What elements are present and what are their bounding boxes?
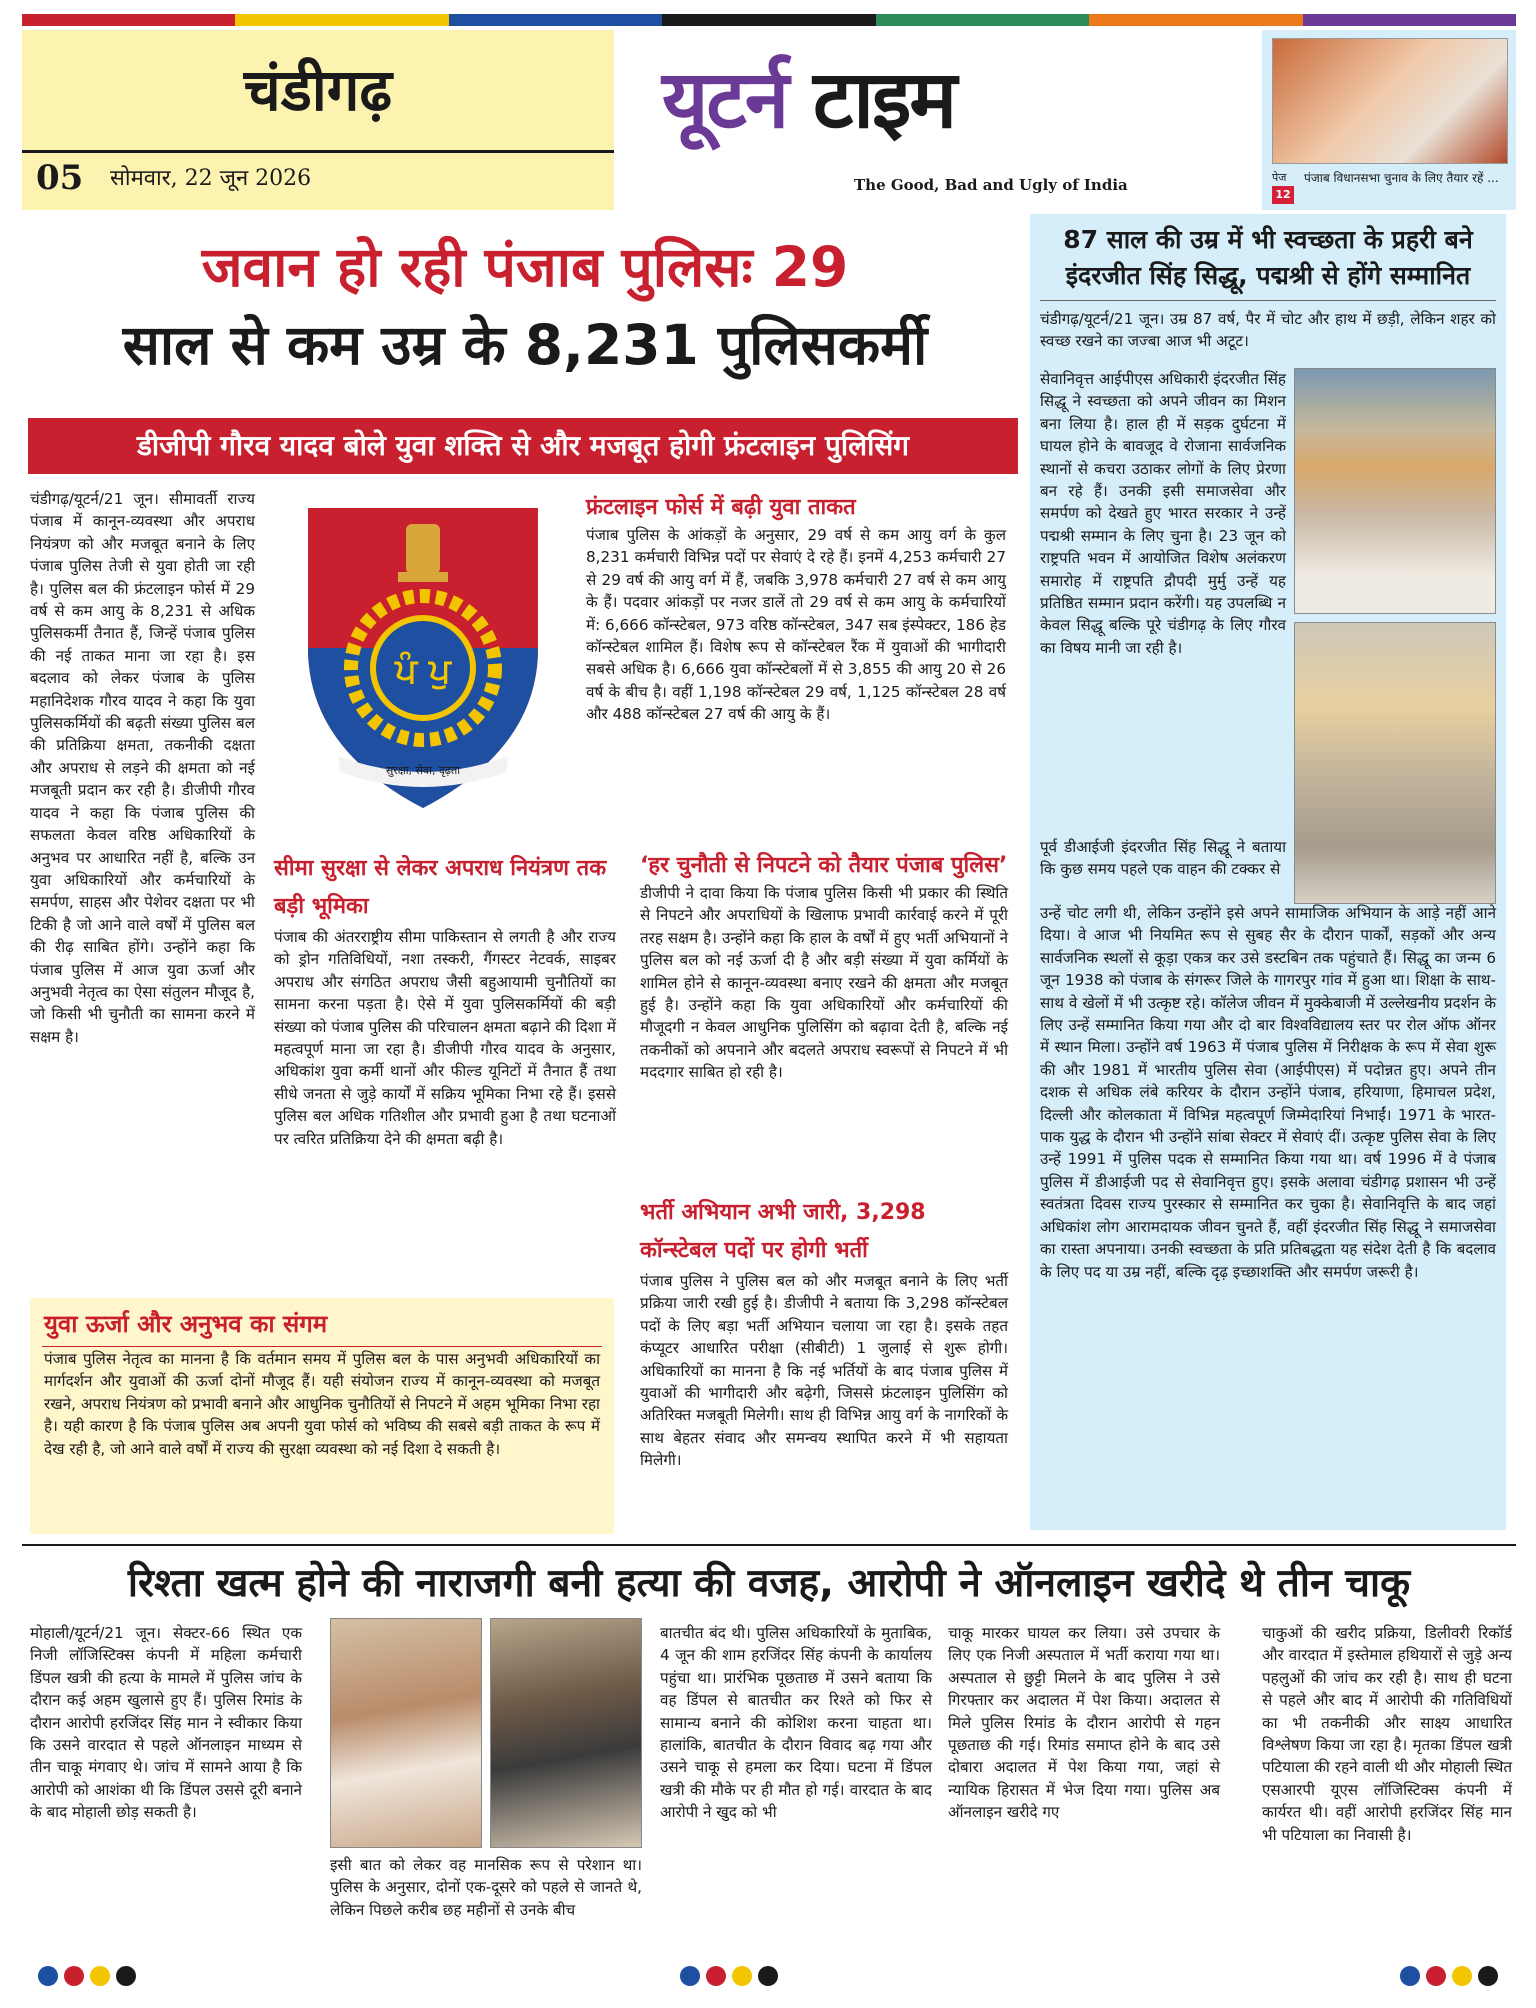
border-security-heading: सीमा सुरक्षा से लेकर अपराध नियंत्रण तक बड़ी भूमिका [274,856,607,919]
youth-energy-rule [42,1346,602,1347]
hiring-heading: भर्ती अभियान अभी जारी, 3,298 कॉन्स्टेबल पदों पर होगी भर्ती [640,1200,926,1263]
bottom-story-col-1: मोहाली/यूटर्न/21 जून। सेक्टर-66 स्थित एक निजी लॉजिस्टिक्स कंपनी में महिला कर्मचारी डिंपल खत्री की हत्या के मामले में पुलिस जांच के दौरान कई अहम खुलासे हुए हैं। पुलिस रिमांड के दौरान आरोपी हरजिंदर सिंह मान ने स्वीकार किया कि उसने वारदात से पहले ऑनलाइन माध्यम से तीन चाकू मंगवाए थे। जांच में सामने आया है कि आरोपी को आशंका थी कि डिंपल उससे दूरी बनाने के बाद मोहाली छोड़ सकती है। [30,1624,302,1822]
logo-part-1: यूटर्न [662,53,788,146]
bottom-story-rule [22,1544,1516,1546]
youth-energy-heading: युवा ऊर्जा और अनुभव का संगम [44,1310,328,1338]
page-number: 05 [36,158,84,198]
sidebar-intro: चंडीगढ़/यूटर्न/21 जून। उम्र 87 वर्ष, पैर में चोट और हाथ में छड़ी, लेकिन शहर को स्वच्छ रखने का जज्बा आज भी अटूट। [1040,310,1496,351]
logo-part-2: टाइम [812,53,956,146]
bottom-story-col-3: बातचीत बंद थी। पुलिस अधिकारियों के मुताबिक, 4 जून की शाम हरजिंदर सिंह कंपनी के कार्यालय पहुंचा था। प्रारंभिक पूछताछ में उसने बताया कि वह डिंपल से बातचीत कर रिश्ते को फिर से सामान्य बनाने की कोशिश करना चाहता था। हालांकि, बातचीत के दौरान विवाद बढ़ गया और उसने चाकू से हमला कर दिया। घटना में डिंपल खत्री की मौके पर ही मौत हो गई। वारदात के बाद आरोपी ने खुद को भी [660,1624,932,1822]
accused-photo [490,1618,642,1848]
sidebar-title: 87 साल की उम्र में भी स्वच्छता के प्रहरी बने इंदरजीत सिंह सिद्धू, पद्मश्री से होंगे सम्मानित [1063,225,1473,290]
footer-dots-left [38,1966,136,1986]
teaser-page-label: पेज [1272,171,1287,184]
tagline: The Good, Bad and Ugly of India [854,176,1128,194]
teaser-page-number: 12 [1272,186,1294,204]
police-shield-icon [278,488,568,818]
city-name: चंडीगढ़ [243,56,393,124]
sidebar-paragraph-1: सेवानिवृत्त आईपीएस अधिकारी इंदरजीत सिंह सिद्धू ने स्वच्छता को अपने जीवन का मिशन बना लिया है। हाल ही में सड़क दुर्घटना में घायल होने के बावजूद वे रोजाना सार्वजनिक स्थानों से कचरा उठाकर लोगों के लिए प्रेरणा बन रहे हैं। उनकी इसी समाजसेवा और समर्पण को देखते हुए भारत सरकार ने उन्हें पद्मश्री सम्मान के लिए चुना है। 23 जून को राष्ट्रपति भवन में आयोजित विशेष अलंकरण समारोह में राष्ट्रपति द्रौपदी मुर्मु उन्हें यह प्रतिष्ठित सम्मान प्रदान करेंगी। यह उपलब्धि न केवल सिद्धू बल्कि पूरे चंडीगढ़ के लिए गौरव का विषय मानी जा रही है। [1040,370,1286,657]
border-security-section [274,850,616,1150]
date-line: सोमवार, 22 जून 2026 [110,166,312,191]
sidebar-rule [1040,300,1496,301]
main-story-left-column: चंडीगढ़/यूटर्न/21 जून। सीमावर्ती राज्य पंजाब में कानून-व्यवस्था और अपराध नियंत्रण को और मजबूत बनाने के लिए पंजाब पुलिस तेजी से युवा होती जा रही है। पुलिस बल की फ्रंटलाइन फोर्स में 29 वर्ष से कम आयु के 8,231 से अधिक पुलिसकर्मी तैनात हैं, जिन्हें पंजाब पुलिस की नई ताकत माना जा रहा है। इस बदलाव को लेकर पंजाब के पुलिस महानिदेशक गौरव यादव ने कहा कि युवा पुलिसकर्मियों की बढ़ती संख्या पुलिस बल की प्रतिक्रिया क्षमता, तकनीकी दक्षता और अपराध से लड़ने की क्षमता को नई मजबूती प्रदान कर रही है। डीजीपी गौरव यादव ने कहा कि पंजाब पुलिस की सफलता केवल वरिष्ठ अधिकारियों के अनुभव पर आधारित नहीं है, बल्कि उन युवा अधिकारियों और कर्मचारियों के समर्पण, साहस और पेशेवर दक्षता पर भी टिकी है जो आने वाले वर्षों में पुलिस बल की रीढ़ साबित होंगे। उन्होंने कहा कि पंजाब पुलिस में आज युवा ऊर्जा और अनुभवी नेतृत्व का ऐसा संतुलन मौजूद है, जो किसी भी चुनौती का सामना करने में सक्षम है। [30,490,255,1046]
frontline-section [586,492,1006,726]
sidebar-paragraph-2: पूर्व डीआईजी इंदरजीत सिंह सिद्धू ने बताया कि कुछ समय पहले एक वाहन की टक्कर से [1040,838,1286,879]
youth-energy-text: पंजाब पुलिस नेतृत्व का मानना है कि वर्तमान समय में पुलिस बल के पास अनुभवी अधिकारियों का मार्गदर्शन और युवाओं की ऊर्जा दोनों मौजूद हैं। यही संयोजन राज्य में कानून-व्यवस्था को मजबूत रखने, अपराध नियंत्रण को प्रभावी बनाने और आधुनिक चुनौतियों से निपटने में अहम भूमिका निभा रहा है। यही कारण है कि पंजाब पुलिस अब अपनी युवा फोर्स को भविष्य की सबसे बड़ी ताकत के रूप में देख रही है, जो आने वाले वर्षों में राज्य की सुरक्षा व्यवस्था को नई दिशा दे सकती है। [44,1350,600,1458]
teaser-photo[interactable] [1272,38,1508,164]
masthead [22,30,1516,210]
bottom-story-col-2: इसी बात को लेकर वह मानसिक रूप से परेशान था। पुलिस के अनुसार, दोनों एक-दूसरे को पहले से जानते थे, लेकिन पिछले करीब छह महीनों से उनके बीच [330,1856,642,1919]
sidebar-portrait-photo [1294,368,1496,614]
top-color-bar [22,14,1516,26]
frontline-heading: फ्रंटलाइन फोर्स में बढ़ी युवा ताकत [586,495,856,520]
main-subhead: डीजीपी गौरव यादव बोले युवा शक्ति से और मजबूत होगी फ्रंटलाइन पुलिसिंग [28,418,1018,474]
footer-dots-center [680,1966,778,1986]
bottom-story-col-5: चाकुओं की खरीद प्रक्रिया, डिलीवरी रिकॉर्ड और वारदात में इस्तेमाल हथियारों से जुड़े अन्य पहलुओं की जांच कर रही है। साथ ही घटना से पहले और बाद में आरोपी की गतिविधियों का भी तकनीकी और साक्ष्य आधारित विश्लेषण किया जा रहा है। मृतका डिंपल खत्री पटियाला की रहने वाली थी और मोहाली स्थित एसआरपी यूएस लॉजिस्टिक्स कंपनी में कार्यरत थी। वहीं आरोपी हरजिंदर सिंह मान भी पटियाला का निवासी है। [1262,1624,1512,1844]
newspaper-logo [662,52,955,148]
challenge-section [640,850,1008,1084]
main-headline-line-1: जवान हो रही पंजाब पुलिसः 29 [201,235,849,299]
bottom-story-headline: रिश्ता खत्म होने की नाराजगी बनी हत्या की वजह, आरोपी ने ऑनलाइन खरीदे थे तीन चाकू [127,1561,1411,1606]
teaser-text[interactable]: पंजाब विधानसभा चुनाव के लिए तैयार रहें ... [1304,171,1499,185]
hiring-section [640,1194,1008,1472]
victim-photo [330,1618,482,1848]
challenge-text: डीजीपी ने दावा किया कि पंजाब पुलिस किसी भी प्रकार की स्थिति से निपटने और अपराधियों के खिलाफ प्रभावी कार्रवाई करने में पूरी तरह सक्षम है। उन्होंने कहा कि हाल के वर्षों में हुए भर्ती अभियानों ने पुलिस बल को नई ऊर्जा दी है और बड़ी संख्या में युवा कर्मियों के शामिल होने से कानून-व्यवस्था बनाए रखने की क्षमता और मजबूत हुई है। उन्होंने कहा कि युवा अधिकारियों और कर्मचारियों की मौजूदगी न केवल आधुनिक पुलिसिंग को बढ़ावा देती है, बल्कि नई तकनीकों को अपनाने और बदलते अपराध स्वरूपों से निपटने में भी मददगार साबित हो रही है। [640,884,1008,1082]
footer-dots-right [1400,1966,1498,1986]
challenge-heading: ‘हर चुनौती से निपटने को तैयार पंजाब पुलिस’ [640,853,1008,878]
svg-text:ਪੰ ਪੁ: ਪੰ ਪੁ [395,651,451,691]
sidebar-paragraph-3: उन्हें चोट लगी थी, लेकिन उन्होंने इसे अपने सामाजिक अभियान के आड़े नहीं आने दिया। वे आज भी नियमित रूप से सुबह सैर के दौरान पार्कों, सड़कों और अन्य सार्वजनिक स्थलों से कूड़ा एकत्र कर उसे डस्टबिन तक पहुंचाते हैं। सिद्धू का जन्म 6 जून 1938 को पंजाब के संगरूर जिले के गागरपुर गांव में हुआ था। शिक्षा के साथ-साथ वे खेलों में भी उत्कृष्ट रहे। कॉलेज जीवन में मुक्केबाजी में उल्लेखनीय प्रदर्शन के लिए उन्हें सम्मानित किया गया और दो बार विश्वविद्यालय स्तर पर रोल ऑफ ऑनर में स्थान मिला। उन्होंने वर्ष 1963 में पंजाब पुलिस में निरीक्षक के रूप में सेवा शुरू की और 1981 में भारतीय पुलिस सेवा (आईपीएस) में पदोन्नत हुए। अपने तीन दशक से अधिक लंबे करियर के दौरान उन्होंने पंजाब, हरियाणा, हिमाचल प्रदेश, दिल्ली और कोलकाता में विभिन्न महत्वपूर्ण जिम्मेदारियां निभाईं। 1971 के भारत-पाक युद्ध के दौरान भी उन्होंने सांबा सेक्टर में सेवाएं दीं। उत्कृष्ट पुलिस सेवा के लिए उन्हें 1991 में पुलिस पदक से सम्मानित किया गया था। वर्ष 1996 में वे पंजाब पुलिस में डीआईजी पद से सेवानिवृत्त हुए। इसके अलावा चंडीगढ़ प्रशासन भी उन्हें स्वतंत्रता दिवस राज्य पुरस्कार से सम्मानित कर चुका है। सेवानिवृत्ति के बाद जहां अधिकांश लोग आरामदायक जीवन चुनते हैं, वहीं इंदरजीत सिंह सिद्धू ने समाजसेवा का रास्ता अपनाया। उनकी स्वच्छता के प्रति प्रतिबद्धता यह संदेश देती है कि बदलाव के लिए पद या उम्र नहीं, बल्कि दृढ़ इच्छाशक्ति और समर्पण जरूरी है। [1040,904,1496,1281]
border-security-text: पंजाब की अंतरराष्ट्रीय सीमा पाकिस्तान से लगती है और राज्य को ड्रोन गतिविधियों, नशा तस्करी, गैंगस्टर नेटवर्क, साइबर अपराध और संगठित अपराध जैसी बहुआयामी चुनौतियों का सामना करना पड़ता है। ऐसे में युवा पुलिसकर्मियों की बड़ी संख्या को पंजाब पुलिस की परिचालन क्षमता बढ़ाने की दिशा में महत्वपूर्ण माना जा रहा है। डीजीपी गौरव यादव के अनुसार, अधिकांश युवा कर्मी थानों और फील्ड यूनिटों में तैनात हैं तथा सीधे जनता से जुड़े कार्यों में सक्रिय भूमिका निभा रहे हैं। इससे पुलिस बल अधिक गतिशील और प्रभावी हुआ है तथा घटनाओं पर त्वरित प्रतिक्रिया देने की क्षमता बढ़ी है। [274,928,616,1148]
bottom-story-col-4: चाकू मारकर घायल कर लिया। उसे उपचार के लिए एक निजी अस्पताल में भर्ती कराया गया था। अस्पताल से छुट्टी मिलने के बाद पुलिस ने उसे गिरफ्तार कर अदालत में पेश किया। अदालत से मिले पुलिस रिमांड के दौरान आरोपी से गहन पूछताछ की गई। रिमांड समाप्त होने के बाद उसे दोबारा अदालत में पेश किया गया, जहां से न्यायिक हिरासत में भेज दिया गया। पुलिस अब ऑनलाइन खरीदे गए [948,1624,1220,1822]
sidebar-cleaning-photo [1294,622,1496,904]
main-headline-line-2: साल से कम उम्र के 8,231 पुलिसकर्मी [122,313,928,377]
frontline-text: पंजाब पुलिस के आंकड़ों के अनुसार, 29 वर्ष से कम आयु वर्ग के कुल 8,231 कर्मचारी विभिन्न पदों पर सेवाएं दे रहे हैं। इनमें 4,253 कर्मचारी 27 से 29 वर्ष की आयु वर्ग में हैं, जबकि 3,978 कर्मचारी 27 वर्ष से कम आयु के हैं। पदवार आंकड़ों पर नजर डालें तो 29 वर्ष से कम आयु के कर्मचारियों में: 6,666 कॉन्स्टेबल, 973 वरिष्ठ कॉन्स्टेबल, 347 सब इंस्पेक्टर, 186 हेड कॉन्स्टेबल शामिल हैं। विशेष रूप से कॉन्स्टेबल रैंक में युवाओं की भागीदारी सबसे अधिक है। 6,666 युवा कॉन्स्टेबलों में से 3,855 की आयु 20 से 26 वर्ष के बीच है। वहीं 1,198 कॉन्स्टेबल 29 वर्ष, 1,125 कॉन्स्टेबल 28 वर्ष और 488 कॉन्स्टेबल 27 वर्ष की आयु के हैं। [586,526,1006,724]
masthead-divider [22,150,614,153]
hiring-text: पंजाब पुलिस ने पुलिस बल को और मजबूत बनाने के लिए भर्ती प्रक्रिया जारी रखी हुई है। डीजीपी ने बताया कि 3,298 कॉन्स्टेबल पदों के लिए बड़ा भर्ती अभियान चलाया जा रहा है। इसके तहत कंप्यूटर आधारित परीक्षा (सीबीटी) 1 जुलाई से शुरू होगी। अधिकारियों का मानना है कि नई भर्तियों के बाद पंजाब पुलिस में युवाओं की भागीदारी और बढ़ेगी, जिससे फ्रंटलाइन पुलिसिंग को अतिरिक्त मजबूती मिलेगी। साथ ही विभिन्न आयु वर्ग के नागरिकों के साथ बेहतर संवाद और समन्वय स्थापित करने में भी सहायता मिलेगी। [640,1272,1008,1470]
youth-energy-box [30,1298,614,1534]
main-headline [30,228,1020,384]
emblem-motto: सुरक्षा, सेवा, दृढ़ता [385,764,461,777]
punjab-police-emblem [278,488,568,818]
